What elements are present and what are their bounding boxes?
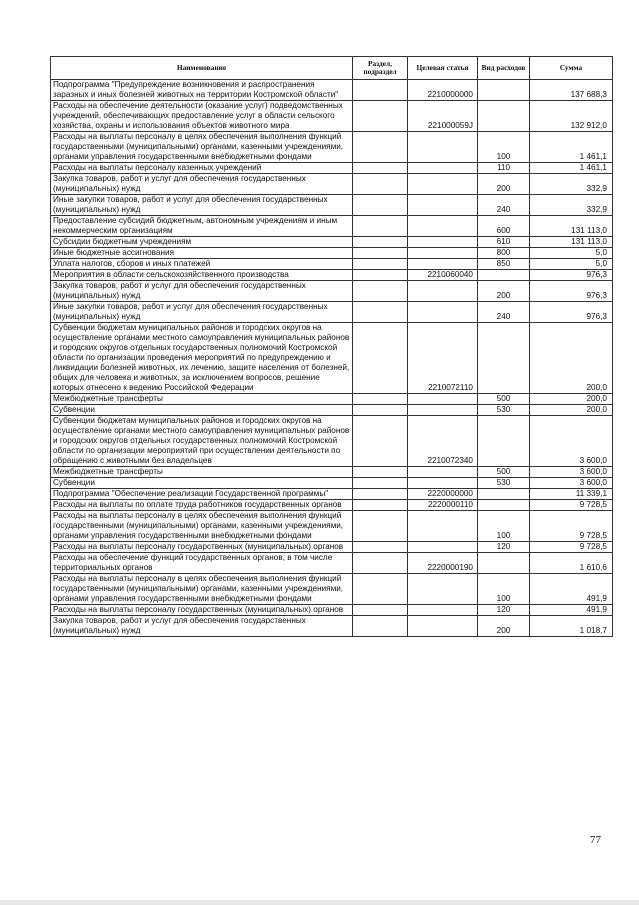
cell-razdel: [353, 174, 408, 195]
table-row: [51, 259, 613, 270]
cell-razdel: [353, 500, 408, 511]
cell-target: 2220000110: [408, 500, 478, 511]
cell-vid: 500: [478, 467, 530, 478]
cell-target: [408, 616, 478, 637]
table-row: [51, 394, 613, 405]
cell-razdel: [353, 467, 408, 478]
cell-vid: 240: [478, 302, 530, 323]
cell-sum: 200,0: [530, 405, 613, 416]
cell-razdel: [353, 394, 408, 405]
cell-name: Иные закупки товаров, работ и услуг для обеспечения государственных (муниципальных) нужд: [51, 195, 353, 216]
cell-vid: 600: [478, 216, 530, 237]
table-row: [51, 216, 613, 237]
cell-name: Иные закупки товаров, работ и услуг для обеспечения государственных (муниципальных) нужд: [51, 302, 353, 323]
cell-razdel: [353, 237, 408, 248]
table-row: [51, 616, 613, 637]
cell-razdel: [353, 80, 408, 101]
cell-razdel: [353, 248, 408, 259]
cell-target: [408, 542, 478, 553]
cell-vid: 120: [478, 605, 530, 616]
cell-sum: 1 461,1: [530, 132, 613, 163]
table-row: [51, 101, 613, 132]
cell-vid: 100: [478, 574, 530, 605]
cell-name: Субвенции: [51, 478, 353, 489]
cell-vid: [478, 500, 530, 511]
budget-table: [50, 56, 613, 637]
cell-target: [408, 195, 478, 216]
table-row: [51, 281, 613, 302]
cell-target: [408, 405, 478, 416]
table-row: [51, 605, 613, 616]
cell-vid: [478, 270, 530, 281]
table-row: [51, 248, 613, 259]
cell-vid: 610: [478, 237, 530, 248]
table-row: [51, 80, 613, 101]
cell-name: Расходы на выплаты по оплате труда работников государственных органов: [51, 500, 353, 511]
cell-vid: 100: [478, 132, 530, 163]
cell-name: Субвенции: [51, 405, 353, 416]
cell-razdel: [353, 511, 408, 542]
table-row: [51, 323, 613, 394]
cell-target: [408, 394, 478, 405]
cell-vid: 200: [478, 174, 530, 195]
table-row: [51, 405, 613, 416]
page-number: 77: [590, 834, 601, 846]
cell-razdel: [353, 478, 408, 489]
cell-name: Подпрограмма "Предупреждение возникновения и распространения заразных и иных болезней животных на территории Костромской области": [51, 80, 353, 101]
cell-vid: 500: [478, 394, 530, 405]
cell-sum: 976,3: [530, 281, 613, 302]
cell-sum: 3 600,0: [530, 478, 613, 489]
cell-target: 2210060040: [408, 270, 478, 281]
header-target: Целевая статья: [408, 57, 478, 80]
cell-sum: 332,9: [530, 174, 613, 195]
cell-name: Иные бюджетные ассигнования: [51, 248, 353, 259]
cell-sum: 3 600,0: [530, 467, 613, 478]
cell-name: Мероприятия в области сельскохозяйственного производства: [51, 270, 353, 281]
cell-vid: 200: [478, 281, 530, 302]
cell-sum: 491,9: [530, 605, 613, 616]
table-row: [51, 511, 613, 542]
cell-sum: 1 018,7: [530, 616, 613, 637]
cell-target: 2220000000: [408, 489, 478, 500]
table-row: [51, 270, 613, 281]
cell-razdel: [353, 489, 408, 500]
cell-target: 2210000000: [408, 80, 478, 101]
table-row: [51, 195, 613, 216]
table-row: [51, 132, 613, 163]
cell-name: Субвенции бюджетам муниципальных районов и городских округов на осуществление органами местного самоуправления муниципальных районов и городских округов отдельных государственных полномочий Костромской области по организации проведения мероприятий по предупреждению и ликвидации болезней животных, их лечению, защите населения от болезней, общих для человека и животных, за исключением вопросов, решение которых отнесено к ведению Российской Федерации: [51, 323, 353, 394]
cell-target: 2220000190: [408, 553, 478, 574]
cell-sum: 137 688,3: [530, 80, 613, 101]
cell-target: [408, 302, 478, 323]
cell-name: Расходы на обеспечение функций государственных органов, в том числе территориальных органов: [51, 553, 353, 574]
table-row: [51, 416, 613, 467]
cell-vid: 850: [478, 259, 530, 270]
cell-target: [408, 511, 478, 542]
cell-sum: 9 728,5: [530, 511, 613, 542]
header-sum: Сумма: [530, 57, 613, 80]
cell-razdel: [353, 302, 408, 323]
header-vid: Вид расходов: [478, 57, 530, 80]
cell-vid: [478, 80, 530, 101]
table-row: [51, 500, 613, 511]
cell-razdel: [353, 270, 408, 281]
cell-sum: 11 339,1: [530, 489, 613, 500]
cell-name: Закупка товаров, работ и услуг для обеспечения государственных (муниципальных) нужд: [51, 616, 353, 637]
cell-vid: [478, 489, 530, 500]
cell-sum: 200,0: [530, 394, 613, 405]
cell-sum: 200,0: [530, 323, 613, 394]
cell-name: Расходы на выплаты персоналу в целях обеспечения выполнения функций государственными (муниципальными) органами, казенными учреждениями, органами управления государственными внебюджетными фондами: [51, 574, 353, 605]
cell-name: Предоставление субсидий бюджетным, автономным учреждениям и иным некоммерческим организациям: [51, 216, 353, 237]
cell-name: Межбюджетные трансферты: [51, 394, 353, 405]
cell-razdel: [353, 405, 408, 416]
cell-vid: 100: [478, 511, 530, 542]
table-row: [51, 302, 613, 323]
cell-sum: 9 728,5: [530, 500, 613, 511]
table-row: [51, 574, 613, 605]
cell-name: Расходы на обеспечение деятельности (оказание услуг) подведомственных учреждений, обеспечивающих предоставление услуг в области сельского хозяйства, охраны и использования объектов животного мира: [51, 101, 353, 132]
header-name: Наименование: [51, 57, 353, 80]
cell-razdel: [353, 323, 408, 394]
cell-sum: 131 113,0: [530, 216, 613, 237]
cell-name: Субсидии бюджетным учреждениям: [51, 237, 353, 248]
cell-razdel: [353, 216, 408, 237]
cell-target: [408, 174, 478, 195]
table-row: [51, 542, 613, 553]
cell-vid: 530: [478, 478, 530, 489]
cell-vid: 110: [478, 163, 530, 174]
cell-name: Уплата налогов, сборов и иных платежей: [51, 259, 353, 270]
cell-name: Расходы на выплаты персоналу казенных учреждений: [51, 163, 353, 174]
table-row: [51, 174, 613, 195]
cell-target: [408, 574, 478, 605]
cell-target: [408, 478, 478, 489]
table-row: [51, 467, 613, 478]
cell-name: Расходы на выплаты персоналу в целях обеспечения выполнения функций государственными (муниципальными) органами, казенными учреждениями, органами управления государственными внебюджетными фондами: [51, 511, 353, 542]
cell-name: Подпрограмма "Обеспечение реализации Государственной программы": [51, 489, 353, 500]
cell-razdel: [353, 574, 408, 605]
cell-razdel: [353, 605, 408, 616]
table-body: [51, 80, 613, 637]
cell-target: [408, 259, 478, 270]
cell-razdel: [353, 101, 408, 132]
cell-sum: 1 461,1: [530, 163, 613, 174]
cell-sum: 9 728,5: [530, 542, 613, 553]
cell-razdel: [353, 553, 408, 574]
cell-vid: [478, 553, 530, 574]
cell-razdel: [353, 542, 408, 553]
cell-vid: [478, 416, 530, 467]
cell-target: [408, 248, 478, 259]
cell-target: [408, 237, 478, 248]
cell-name: Закупка товаров, работ и услуг для обеспечения государственных (муниципальных) нужд: [51, 174, 353, 195]
cell-sum: 132 912,0: [530, 101, 613, 132]
cell-razdel: [353, 616, 408, 637]
cell-target: [408, 281, 478, 302]
cell-sum: 491,9: [530, 574, 613, 605]
cell-name: Расходы на выплаты персоналу государственных (муниципальных) органов: [51, 542, 353, 553]
cell-sum: 5,0: [530, 259, 613, 270]
cell-sum: 976,3: [530, 302, 613, 323]
cell-razdel: [353, 281, 408, 302]
table-row: [51, 489, 613, 500]
cell-name: Расходы на выплаты персоналу государственных (муниципальных) органов: [51, 605, 353, 616]
cell-sum: 131 113,0: [530, 237, 613, 248]
cell-vid: 120: [478, 542, 530, 553]
cell-vid: [478, 323, 530, 394]
table-row: [51, 237, 613, 248]
cell-target: 221000059J: [408, 101, 478, 132]
cell-name: Межбюджетные трансферты: [51, 467, 353, 478]
cell-vid: 800: [478, 248, 530, 259]
cell-vid: 200: [478, 616, 530, 637]
table-row: [51, 478, 613, 489]
cell-target: [408, 605, 478, 616]
cell-razdel: [353, 416, 408, 467]
scan-edge: [0, 900, 639, 905]
cell-target: [408, 467, 478, 478]
table-row: [51, 163, 613, 174]
cell-razdel: [353, 163, 408, 174]
cell-sum: 976,3: [530, 270, 613, 281]
cell-vid: 530: [478, 405, 530, 416]
cell-name: Расходы на выплаты персоналу в целях обеспечения выполнения функций государственными (муниципальными) органами, казенными учреждениями, органами управления государственными внебюджетными фондами: [51, 132, 353, 163]
cell-sum: 332,9: [530, 195, 613, 216]
table-header-row: [51, 57, 613, 80]
cell-sum: 1 610,6: [530, 553, 613, 574]
cell-target: [408, 216, 478, 237]
cell-razdel: [353, 195, 408, 216]
cell-name: Закупка товаров, работ и услуг для обеспечения государственных (муниципальных) нужд: [51, 281, 353, 302]
cell-razdel: [353, 259, 408, 270]
header-razdel: Раздел, подраздел: [353, 57, 408, 80]
cell-target: 2210072110: [408, 323, 478, 394]
cell-target: [408, 132, 478, 163]
cell-target: [408, 163, 478, 174]
cell-sum: 5,0: [530, 248, 613, 259]
cell-vid: [478, 101, 530, 132]
cell-name: Субвенции бюджетам муниципальных районов и городских округов на осуществление органами местного самоуправления муниципальных районов и городских округов отдельных государственных полномочий Костромской области по организации мероприятий при осуществлении деятельности по обращению с животными без владельцев: [51, 416, 353, 467]
table-row: [51, 553, 613, 574]
cell-vid: 240: [478, 195, 530, 216]
cell-sum: 3 600,0: [530, 416, 613, 467]
cell-target: 2210072340: [408, 416, 478, 467]
cell-razdel: [353, 132, 408, 163]
